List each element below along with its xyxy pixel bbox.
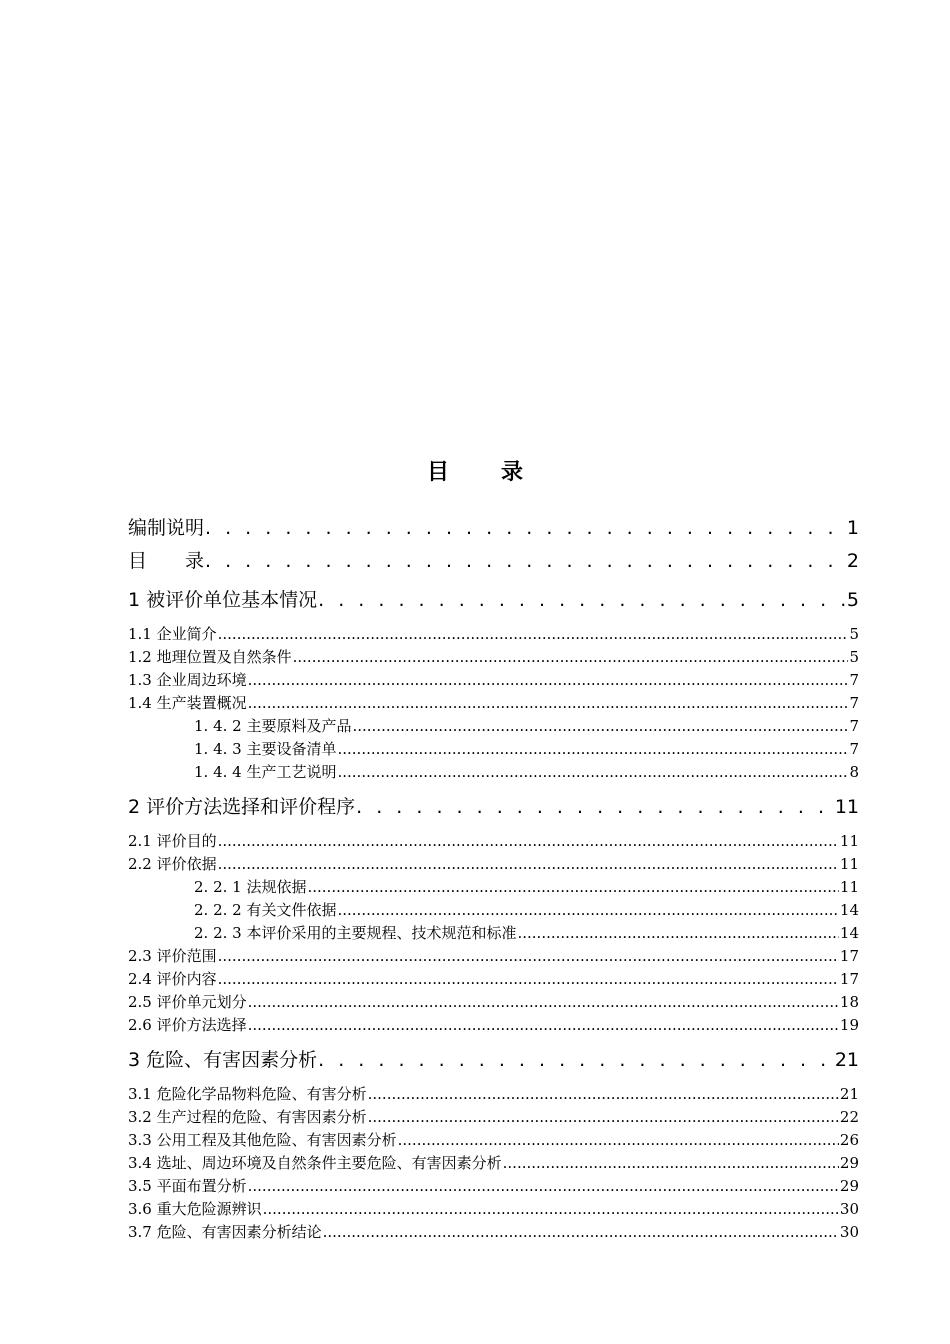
toc-dot-leader xyxy=(337,762,848,782)
toc-dot-leader xyxy=(352,716,848,736)
toc-page-number: 7 xyxy=(849,717,859,735)
toc-chapter-entry[interactable] xyxy=(128,515,859,541)
toc-page-number: 26 xyxy=(839,1131,859,1149)
toc-page-number: 30 xyxy=(839,1223,859,1241)
toc-subsection-entry[interactable] xyxy=(194,877,859,897)
toc-page-number: 2 xyxy=(846,550,859,572)
toc-dot-leader xyxy=(205,548,846,574)
toc-dot-leader xyxy=(307,877,838,897)
toc-entry-title: 1. 4. 3 主要设备清单 xyxy=(194,740,337,758)
toc-page-number: 29 xyxy=(839,1154,859,1172)
toc-dot-leader xyxy=(263,1199,839,1219)
toc-entry-title: 3.5 平面布置分析 xyxy=(128,1177,247,1195)
toc-entry-title: 1. 4. 4 生产工艺说明 xyxy=(194,763,337,781)
toc-entry-title: 1.2 地理位置及自然条件 xyxy=(128,648,292,666)
toc-entry-title: 2.2 评价依据 xyxy=(128,855,217,873)
toc-dot-leader xyxy=(218,969,839,989)
toc-section-entry[interactable] xyxy=(128,670,859,690)
toc-section-entry[interactable] xyxy=(128,624,859,644)
toc-page-number: 7 xyxy=(849,694,859,712)
toc-entry-title: 1.3 企业周边环境 xyxy=(128,671,247,689)
toc-dot-leader xyxy=(293,647,849,667)
toc-section-entry[interactable] xyxy=(128,831,859,851)
toc-entry-title: 2.5 评价单元划分 xyxy=(128,993,247,1011)
toc-page-number: 30 xyxy=(839,1200,859,1218)
toc-page-number: 7 xyxy=(849,671,859,689)
toc-dot-leader xyxy=(248,670,849,690)
toc-page-number: 11 xyxy=(839,878,859,896)
toc-entry-title: 3.4 选址、周边环境及自然条件主要危险、有害因素分析 xyxy=(128,1154,502,1172)
toc-dot-leader xyxy=(398,1130,839,1150)
toc-dot-leader xyxy=(517,923,838,943)
toc-entry-title: 2.1 评价目的 xyxy=(128,832,217,850)
toc-entry-title: 1 被评价单位基本情况 xyxy=(128,589,318,611)
toc-section-entry[interactable] xyxy=(128,693,859,713)
toc-section-entry[interactable] xyxy=(128,647,859,667)
toc-page-number: 14 xyxy=(839,901,859,919)
toc-dot-leader xyxy=(323,1222,839,1242)
toc-subsection-entry[interactable] xyxy=(194,716,859,736)
toc-section-entry[interactable] xyxy=(128,992,859,1012)
toc-chapter-entry[interactable] xyxy=(128,587,859,613)
toc-entry-title: 目 录 xyxy=(128,550,205,572)
toc-chapter-entry[interactable] xyxy=(128,1047,859,1073)
toc-subsection-entry[interactable] xyxy=(194,923,859,943)
toc-entry-title: 3.1 危险化学品物料危险、有害分析 xyxy=(128,1085,367,1103)
toc-page-number: 14 xyxy=(839,924,859,942)
toc-entry-title: 3 危险、有害因素分析 xyxy=(128,1049,318,1071)
toc-page-number: 5 xyxy=(849,648,859,666)
toc-entry-title: 1. 4. 2 主要原料及产品 xyxy=(194,717,352,735)
toc-dot-leader xyxy=(248,992,839,1012)
page-title xyxy=(0,455,950,486)
toc-page-number: 7 xyxy=(849,740,859,758)
toc-dot-leader xyxy=(248,1176,839,1196)
toc-chapter-entry[interactable] xyxy=(128,548,859,574)
toc-page-number: 21 xyxy=(834,1049,859,1071)
toc-section-entry[interactable] xyxy=(128,1153,859,1173)
toc-entry-title: 2 评价方法选择和评价程序 xyxy=(128,796,356,818)
toc-dot-leader xyxy=(205,515,846,541)
toc-section-entry[interactable] xyxy=(128,1199,859,1219)
toc-dot-leader xyxy=(368,1084,839,1104)
toc-section-entry[interactable] xyxy=(128,1015,859,1035)
toc-entry-title: 2.4 评价内容 xyxy=(128,970,217,988)
toc-page-number: 11 xyxy=(839,832,859,850)
toc-entry-title: 2. 2. 2 有关文件依据 xyxy=(194,901,337,919)
toc-page-number: 18 xyxy=(839,993,859,1011)
toc-page-number: 1 xyxy=(846,517,859,539)
toc-section-entry[interactable] xyxy=(128,854,859,874)
toc-dot-leader xyxy=(318,587,846,613)
toc-page-number: 11 xyxy=(839,855,859,873)
toc-entry-title: 编制说明 xyxy=(128,517,205,539)
toc-page-number: 21 xyxy=(839,1085,859,1103)
toc-entry-title: 2.6 评价方法选择 xyxy=(128,1016,247,1034)
toc-dot-leader xyxy=(218,854,839,874)
toc-dot-leader xyxy=(218,831,839,851)
toc-entry-title: 3.6 重大危险源辨识 xyxy=(128,1200,262,1218)
page-title-right: 录 xyxy=(501,460,524,485)
toc-dot-leader xyxy=(337,739,848,759)
toc-dot-leader xyxy=(248,1015,839,1035)
toc-dot-leader xyxy=(248,693,849,713)
toc-dot-leader xyxy=(356,794,834,820)
toc-dot-leader xyxy=(368,1107,839,1127)
toc-section-entry[interactable] xyxy=(128,1107,859,1127)
toc-subsection-entry[interactable] xyxy=(194,900,859,920)
toc-page-number: 19 xyxy=(839,1016,859,1034)
toc-page-number: 8 xyxy=(849,763,859,781)
toc-entry-title: 2. 2. 1 法规依据 xyxy=(194,878,307,896)
page-title-left: 目 xyxy=(426,460,449,485)
toc-page-number: 17 xyxy=(839,970,859,988)
toc-chapter-entry[interactable] xyxy=(128,794,859,820)
toc-entry-title: 2. 2. 3 本评价采用的主要规程、技术规范和标准 xyxy=(194,924,517,942)
toc-page-number: 5 xyxy=(846,589,859,611)
toc-entry-title: 3.7 危险、有害因素分析结论 xyxy=(128,1223,322,1241)
toc-section-entry[interactable] xyxy=(128,969,859,989)
toc-subsection-entry[interactable] xyxy=(194,762,859,782)
toc-page-number: 11 xyxy=(834,796,859,818)
toc-page-number: 17 xyxy=(839,947,859,965)
toc-dot-leader xyxy=(503,1153,839,1173)
toc-section-entry[interactable] xyxy=(128,1176,859,1196)
toc-dot-leader xyxy=(318,1047,834,1073)
toc-section-entry[interactable] xyxy=(128,1130,859,1150)
toc-section-entry[interactable] xyxy=(128,1084,859,1104)
toc-subsection-entry[interactable] xyxy=(194,739,859,759)
toc-section-entry[interactable] xyxy=(128,1222,859,1242)
toc-entry-title: 3.3 公用工程及其他危险、有害因素分析 xyxy=(128,1131,397,1149)
toc-dot-leader xyxy=(218,946,839,966)
toc-page-number: 29 xyxy=(839,1177,859,1195)
toc-section-entry[interactable] xyxy=(128,946,859,966)
toc-page-number: 5 xyxy=(849,625,859,643)
toc-entry-title: 1.4 生产装置概况 xyxy=(128,694,247,712)
toc-dot-leader xyxy=(218,624,849,644)
toc-dot-leader xyxy=(337,900,838,920)
toc-entry-title: 1.1 企业简介 xyxy=(128,625,217,643)
toc-entry-title: 2.3 评价范围 xyxy=(128,947,217,965)
toc-entry-title: 3.2 生产过程的危险、有害因素分析 xyxy=(128,1108,367,1126)
toc-page-number: 22 xyxy=(839,1108,859,1126)
